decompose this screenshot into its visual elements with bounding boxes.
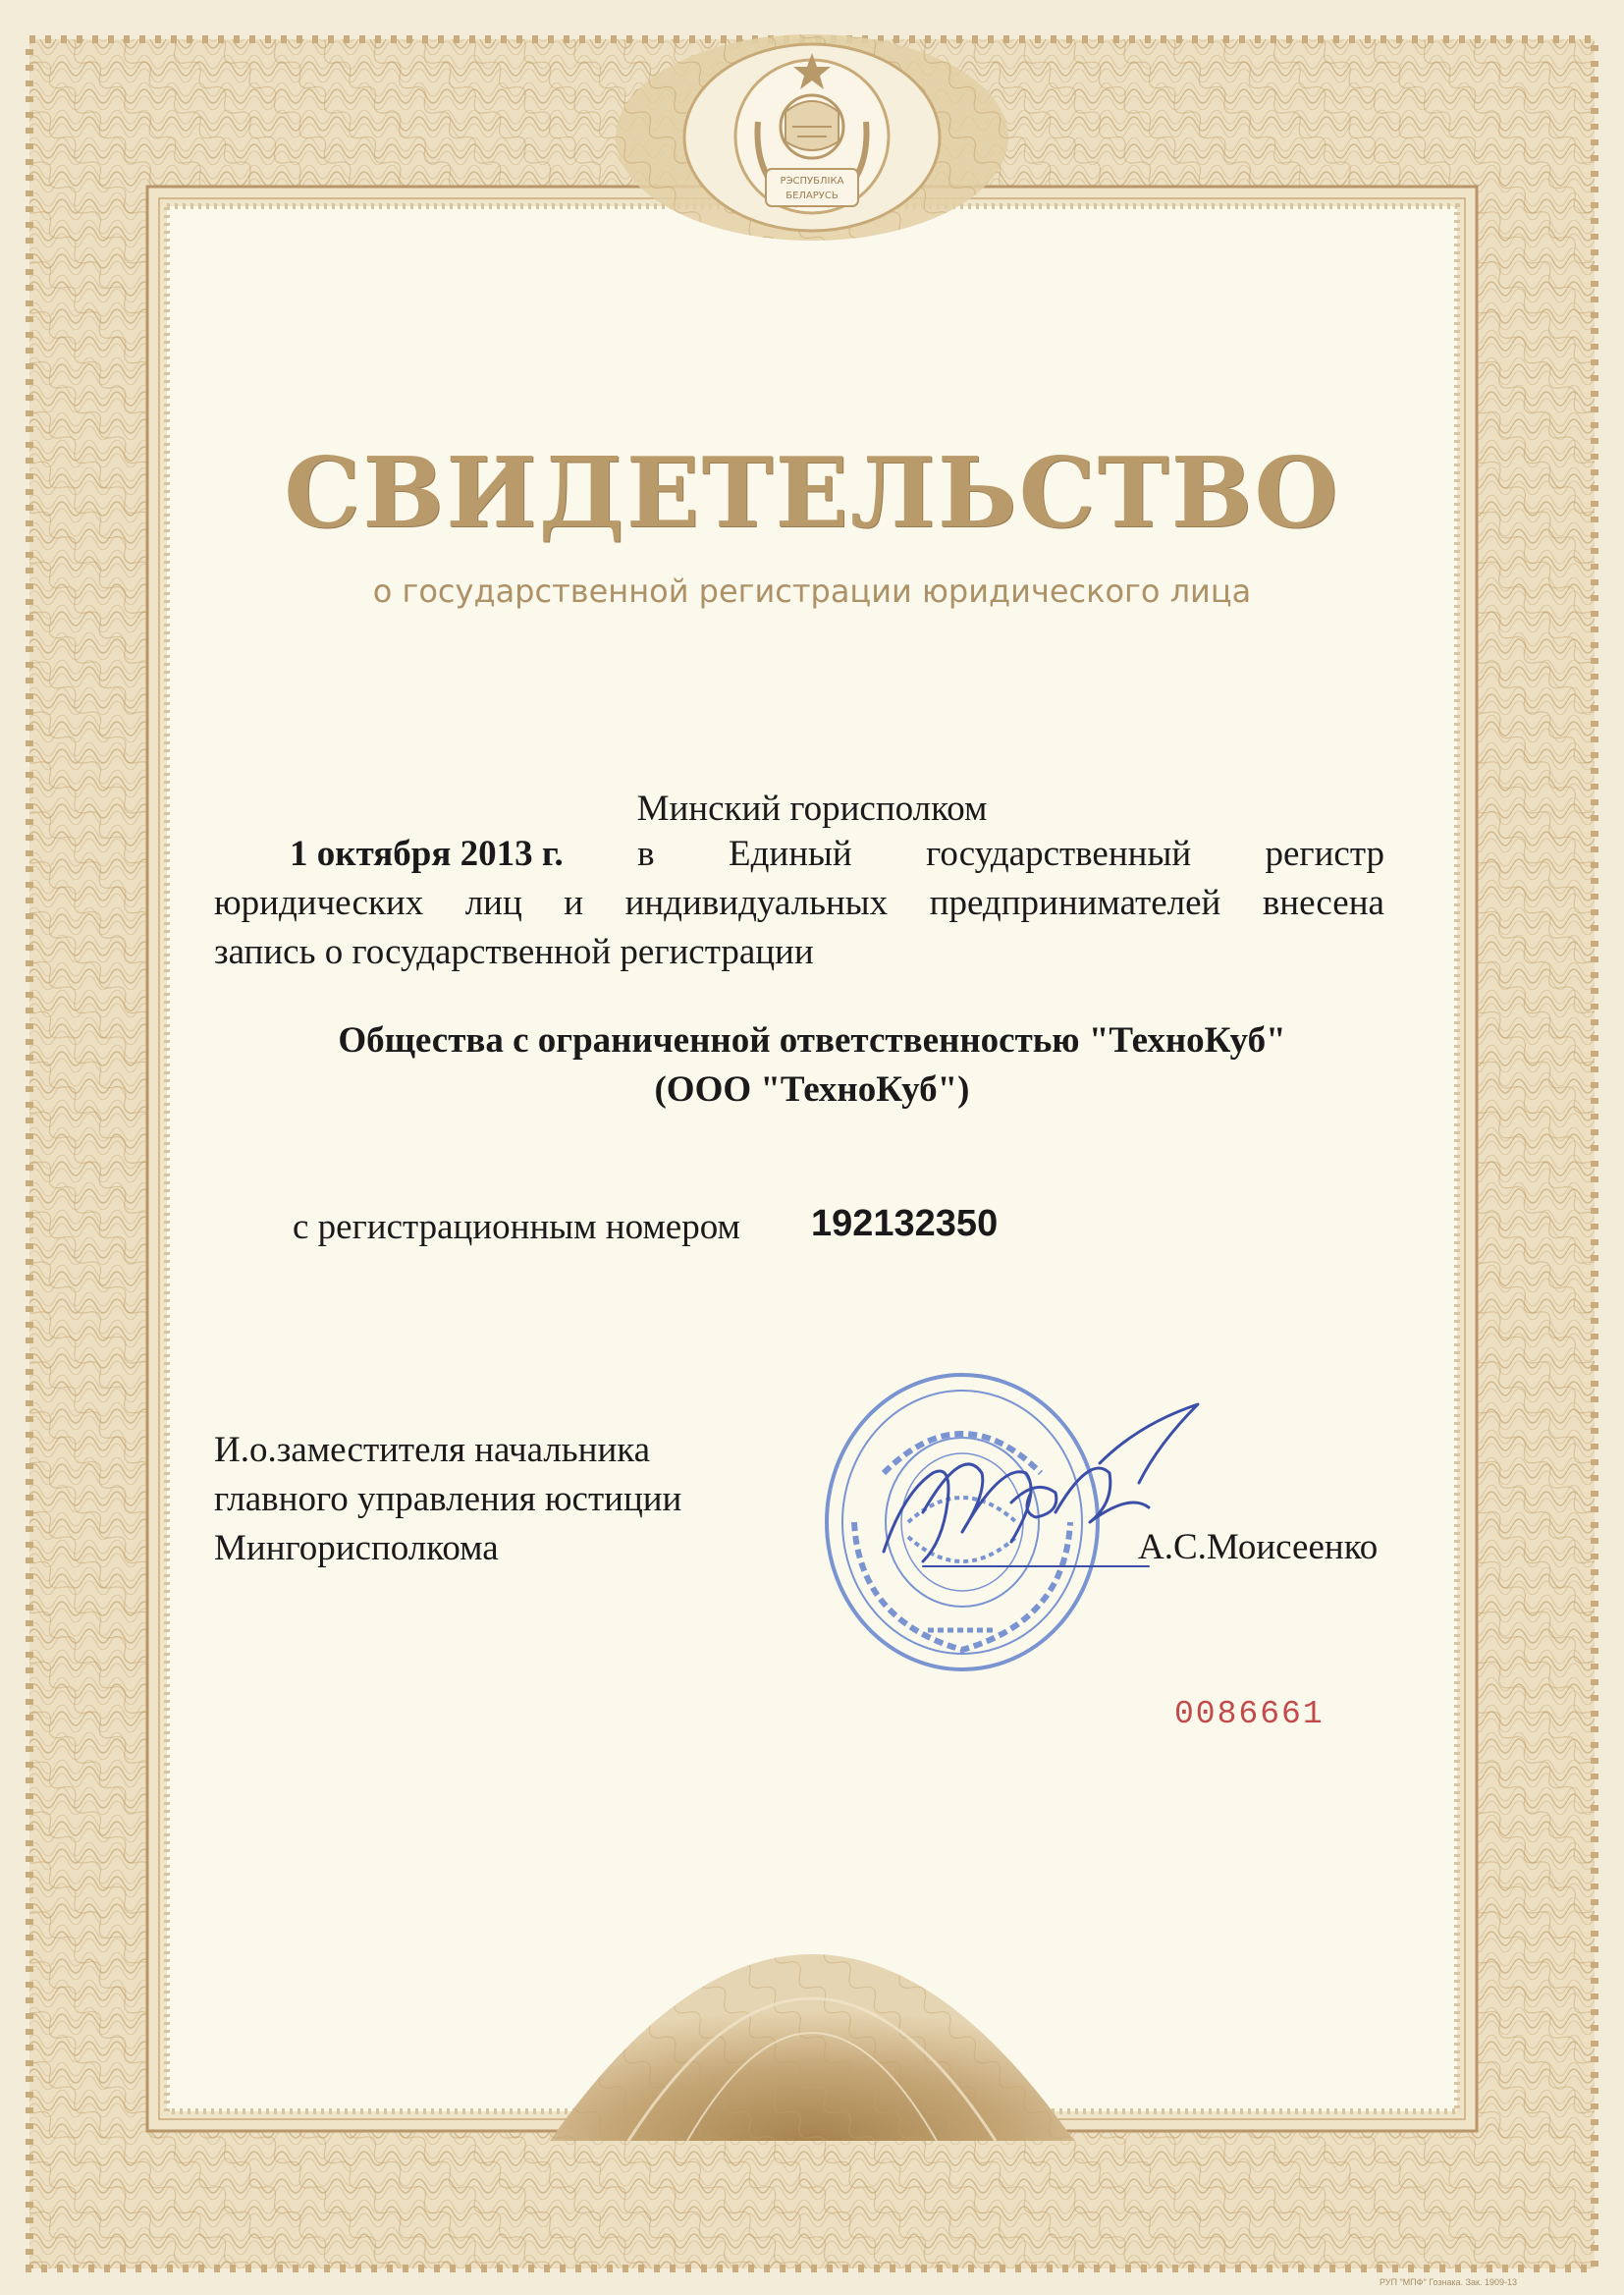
signatory-name: А.С.Моисеенко bbox=[1138, 1527, 1379, 1567]
handwritten-signature bbox=[864, 1385, 1218, 1581]
svg-text:РЭСПУБЛІКА: РЭСПУБЛІКА bbox=[780, 176, 844, 187]
issuing-authority: Минский горисполком bbox=[636, 789, 988, 829]
certificate-subtitle: о государственной регистрации юридического лица bbox=[372, 573, 1252, 610]
body-word: предпринимателей bbox=[929, 883, 1221, 923]
printer-note: РУП "МПФ" Гознака. Зак. 1909-13 bbox=[1380, 2277, 1518, 2287]
belarus-coat-of-arms-icon bbox=[699, 43, 925, 240]
signatory-title-line: Мингорисполкома bbox=[214, 1528, 499, 1568]
entity-short-name: (ООО "ТехноКуб") bbox=[654, 1069, 970, 1110]
body-word: Единый bbox=[728, 834, 852, 874]
body-word: индивидуальных bbox=[624, 883, 889, 923]
body-line-1 bbox=[290, 833, 1384, 875]
body-word: в bbox=[637, 834, 655, 874]
body-word: и bbox=[564, 883, 584, 923]
certificate-title: СВИДЕТЕЛЬСТВО bbox=[284, 437, 1340, 550]
serial-number: 0086661 bbox=[1174, 1696, 1325, 1732]
signatory-title-line: И.о.заместителя начальника bbox=[214, 1430, 651, 1470]
svg-text:БЕЛАРУСЬ: БЕЛАРУСЬ bbox=[785, 191, 839, 201]
body-word: регистр bbox=[1265, 834, 1384, 874]
body-word: внесена bbox=[1262, 883, 1384, 923]
entity-full-name: Общества с ограниченной ответственностью "ТехноКуб" bbox=[338, 1020, 1286, 1061]
body-line-2 bbox=[214, 882, 1384, 924]
registration-number: 192132350 bbox=[811, 1203, 999, 1244]
body-word: юридических bbox=[214, 883, 424, 923]
registration-number-label: с регистрационным номером bbox=[293, 1207, 740, 1247]
signatory-title-line: главного управления юстиции bbox=[214, 1479, 682, 1519]
registration-date: 1 октября 2013 г. bbox=[290, 834, 564, 874]
body-line-3: запись о государственной регистрации bbox=[214, 932, 814, 972]
body-word: государственный bbox=[926, 834, 1192, 874]
body-word: лиц bbox=[464, 883, 522, 923]
